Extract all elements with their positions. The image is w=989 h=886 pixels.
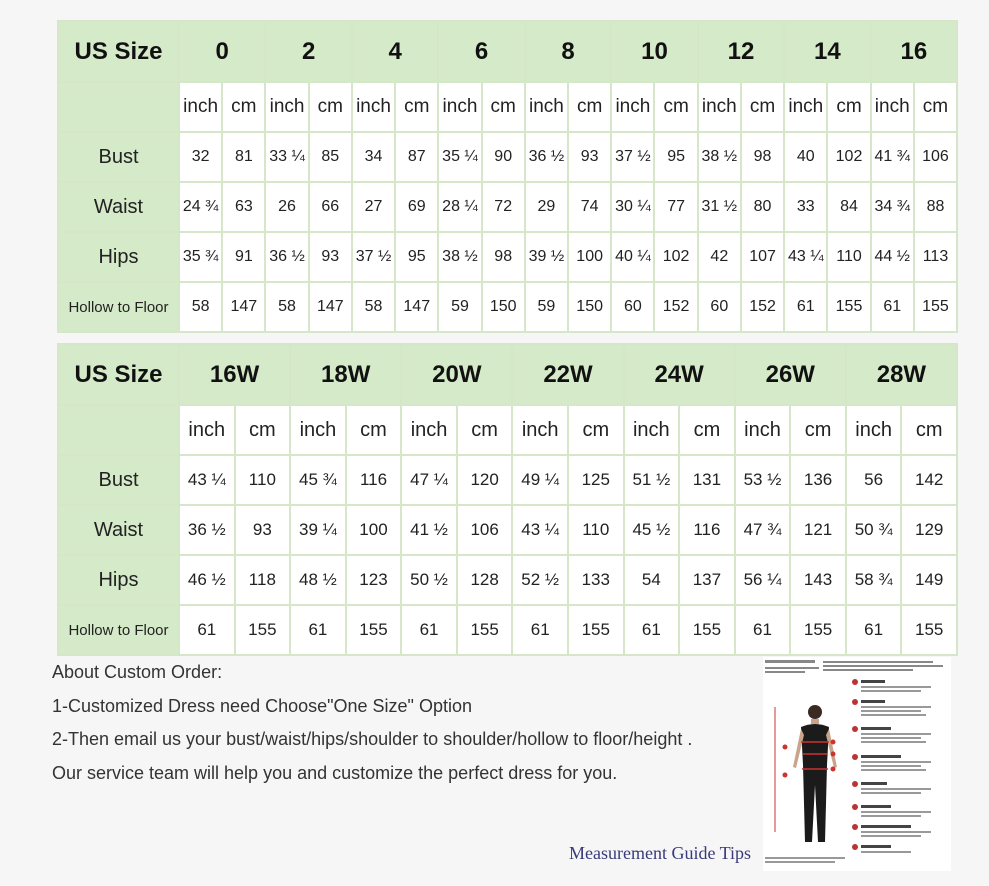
measurement-value: 116 <box>679 505 735 555</box>
measurement-value: 90 <box>482 132 525 182</box>
unit-label: inch <box>179 405 235 455</box>
measurement-value: 100 <box>346 505 402 555</box>
measurement-value: 36 ½ <box>179 505 235 555</box>
notes-line-1: 1-Customized Dress need Choose"One Size" Option <box>52 695 472 716</box>
measurement-value: 56 <box>846 455 902 505</box>
unit-label: cm <box>568 405 624 455</box>
measurement-value: 137 <box>679 555 735 605</box>
measurement-value: 36 ½ <box>265 232 308 282</box>
measurement-value: 39 ¼ <box>290 505 346 555</box>
measurement-value: 152 <box>654 282 697 332</box>
measurement-value: 107 <box>741 232 784 282</box>
measurement-value: 48 ½ <box>290 555 346 605</box>
size-header: 14 <box>784 21 870 82</box>
unit-label: inch <box>871 82 914 132</box>
unit-label: cm <box>901 405 957 455</box>
measurement-value: 80 <box>741 182 784 232</box>
unit-label: cm <box>827 82 870 132</box>
measurement-label: Hips <box>58 555 179 605</box>
size-header: 20W <box>401 344 512 405</box>
measurement-value: 155 <box>346 605 402 655</box>
size-header-label: US Size <box>58 344 179 405</box>
measurement-value: 155 <box>790 605 846 655</box>
unit-label: cm <box>654 82 697 132</box>
measurement-value: 51 ½ <box>624 455 680 505</box>
measurement-value: 60 <box>611 282 654 332</box>
measurement-value: 37 ½ <box>352 232 395 282</box>
measurement-value: 133 <box>568 555 624 605</box>
measurement-value: 98 <box>482 232 525 282</box>
measurement-value: 34 <box>352 132 395 182</box>
measurement-label: Hips <box>58 232 179 282</box>
measurement-value: 110 <box>235 455 291 505</box>
measurement-value: 58 <box>352 282 395 332</box>
measurement-value: 149 <box>901 555 957 605</box>
measurement-value: 155 <box>827 282 870 332</box>
measurement-value: 155 <box>901 605 957 655</box>
measurement-row <box>58 555 957 605</box>
unit-label: cm <box>679 405 735 455</box>
unit-label: inch <box>290 405 346 455</box>
size-header: 0 <box>179 21 265 82</box>
measurement-value: 47 ¾ <box>735 505 791 555</box>
measurement-value: 152 <box>741 282 784 332</box>
unit-label: inch <box>735 405 791 455</box>
measurement-value: 123 <box>346 555 402 605</box>
measurement-value: 110 <box>827 232 870 282</box>
measurement-value: 95 <box>654 132 697 182</box>
measurement-value: 58 <box>179 282 222 332</box>
measurement-value: 93 <box>309 232 352 282</box>
measurement-value: 35 ¾ <box>179 232 222 282</box>
measurement-row <box>58 132 957 182</box>
measurement-value: 43 ¼ <box>512 505 568 555</box>
measurement-value: 26 <box>265 182 308 232</box>
measurement-row <box>58 605 957 655</box>
size-header: 6 <box>438 21 524 82</box>
measurement-value: 38 ½ <box>698 132 741 182</box>
measurement-value: 106 <box>457 505 513 555</box>
measurement-value: 61 <box>871 282 914 332</box>
measurement-value: 85 <box>309 132 352 182</box>
unit-label: cm <box>741 82 784 132</box>
measurement-label: Waist <box>58 182 179 232</box>
unit-label: inch <box>401 405 457 455</box>
size-header: 28W <box>846 344 957 405</box>
measurement-value: 40 <box>784 132 827 182</box>
measurement-row <box>58 182 957 232</box>
unit-label: inch <box>512 405 568 455</box>
unit-label: cm <box>395 82 438 132</box>
measurement-row <box>58 505 957 555</box>
measurement-value: 38 ½ <box>438 232 481 282</box>
measurement-value: 44 ½ <box>871 232 914 282</box>
unit-label: inch <box>525 82 568 132</box>
unit-label: cm <box>222 82 265 132</box>
notes-line-2: 2-Then email us your bust/waist/hips/shoulder to shoulder/hollow to floor/height . <box>52 729 693 749</box>
measurement-value: 100 <box>568 232 611 282</box>
measurement-value: 28 ¼ <box>438 182 481 232</box>
size-header-label: US Size <box>58 21 179 82</box>
measurement-value: 56 ¼ <box>735 555 791 605</box>
unit-label: inch <box>611 82 654 132</box>
measurement-value: 155 <box>914 282 957 332</box>
measurement-value: 147 <box>309 282 352 332</box>
measurement-value: 45 ¾ <box>290 455 346 505</box>
measurement-value: 110 <box>568 505 624 555</box>
measurement-row <box>58 282 957 332</box>
measurement-value: 81 <box>222 132 265 182</box>
size-header: 12 <box>698 21 784 82</box>
measurement-value: 118 <box>235 555 291 605</box>
measurement-row <box>58 455 957 505</box>
measurement-value: 61 <box>179 605 235 655</box>
measurement-value: 106 <box>914 132 957 182</box>
measurement-value: 33 ¼ <box>265 132 308 182</box>
measurement-value: 116 <box>346 455 402 505</box>
measurement-value: 84 <box>827 182 870 232</box>
unit-label: inch <box>352 82 395 132</box>
measurement-value: 72 <box>482 182 525 232</box>
measurement-value: 61 <box>735 605 791 655</box>
measurement-value: 150 <box>568 282 611 332</box>
measurement-value: 39 ½ <box>525 232 568 282</box>
measurement-value: 61 <box>401 605 457 655</box>
size-header: 24W <box>624 344 735 405</box>
measurement-value: 33 <box>784 182 827 232</box>
measurement-value: 120 <box>457 455 513 505</box>
measurement-value: 95 <box>395 232 438 282</box>
size-header: 18W <box>290 344 401 405</box>
measurement-value: 147 <box>222 282 265 332</box>
measurement-value: 150 <box>482 282 525 332</box>
size-header: 16 <box>871 21 957 82</box>
unit-label: cm <box>309 82 352 132</box>
measurement-value: 27 <box>352 182 395 232</box>
measurement-value: 61 <box>624 605 680 655</box>
measurement-value: 41 ¾ <box>871 132 914 182</box>
measurement-value: 46 ½ <box>179 555 235 605</box>
measurement-value: 32 <box>179 132 222 182</box>
measurement-value: 113 <box>914 232 957 282</box>
measurement-value: 129 <box>901 505 957 555</box>
measurement-value: 49 ¼ <box>512 455 568 505</box>
unit-label: inch <box>698 82 741 132</box>
unit-label: inch <box>179 82 222 132</box>
unit-label: cm <box>568 82 611 132</box>
measurement-value: 61 <box>512 605 568 655</box>
measurement-value: 61 <box>784 282 827 332</box>
body-figure-icon <box>763 657 951 871</box>
measurement-value: 31 ½ <box>698 182 741 232</box>
measurement-value: 34 ¾ <box>871 182 914 232</box>
measurement-value: 61 <box>846 605 902 655</box>
measurement-value: 35 ¼ <box>438 132 481 182</box>
size-header: 4 <box>352 21 438 82</box>
measurement-value: 155 <box>457 605 513 655</box>
measurement-value: 52 ½ <box>512 555 568 605</box>
measurement-value: 59 <box>438 282 481 332</box>
notes-line-3: Our service team will help you and customize the perfect dress for you. <box>52 762 618 783</box>
measurement-value: 98 <box>741 132 784 182</box>
measurement-value: 125 <box>568 455 624 505</box>
measurement-value: 142 <box>901 455 957 505</box>
unit-label: cm <box>457 405 513 455</box>
units-corner <box>58 82 179 132</box>
measurement-label: Hollow to Floor <box>58 282 179 332</box>
measurement-value: 74 <box>568 182 611 232</box>
size-header: 2 <box>265 21 351 82</box>
measurement-value: 128 <box>457 555 513 605</box>
units-corner <box>58 405 179 455</box>
measurement-guide-caption: Measurement Guide Tips <box>569 843 751 863</box>
measurement-value: 42 <box>698 232 741 282</box>
measurement-value: 102 <box>827 132 870 182</box>
unit-label: inch <box>624 405 680 455</box>
measurement-value: 61 <box>290 605 346 655</box>
measurement-value: 155 <box>568 605 624 655</box>
measurement-label: Bust <box>58 132 179 182</box>
measurement-value: 147 <box>395 282 438 332</box>
measurement-value: 43 ¼ <box>784 232 827 282</box>
measurement-value: 53 ½ <box>735 455 791 505</box>
unit-label: inch <box>438 82 481 132</box>
measurement-label: Waist <box>58 505 179 555</box>
custom-order-notes <box>52 656 692 790</box>
measurement-value: 77 <box>654 182 697 232</box>
measurement-value: 87 <box>395 132 438 182</box>
unit-label: cm <box>235 405 291 455</box>
size-header: 26W <box>735 344 846 405</box>
measurement-value: 121 <box>790 505 846 555</box>
measurement-row <box>58 232 957 282</box>
unit-label: inch <box>265 82 308 132</box>
measurement-value: 155 <box>679 605 735 655</box>
measurement-value: 66 <box>309 182 352 232</box>
measurement-value: 29 <box>525 182 568 232</box>
measurement-value: 30 ¼ <box>611 182 654 232</box>
unit-label: cm <box>482 82 525 132</box>
measurement-value: 93 <box>568 132 611 182</box>
size-header: 22W <box>512 344 623 405</box>
measurement-value: 93 <box>235 505 291 555</box>
measurement-value: 50 ¾ <box>846 505 902 555</box>
measurement-value: 58 <box>265 282 308 332</box>
measurement-label: Bust <box>58 455 179 505</box>
size-header: 16W <box>179 344 290 405</box>
measurement-value: 24 ¾ <box>179 182 222 232</box>
notes-title: About Custom Order: <box>52 662 223 682</box>
measurement-value: 45 ½ <box>624 505 680 555</box>
unit-label: cm <box>346 405 402 455</box>
measurement-value: 47 ¼ <box>401 455 457 505</box>
measurement-value: 36 ½ <box>525 132 568 182</box>
measurement-value: 136 <box>790 455 846 505</box>
size-chart-plus <box>57 343 958 656</box>
unit-label: cm <box>914 82 957 132</box>
measurement-value: 41 ½ <box>401 505 457 555</box>
measurement-value: 40 ¼ <box>611 232 654 282</box>
unit-label: inch <box>784 82 827 132</box>
unit-label: inch <box>846 405 902 455</box>
measurement-value: 58 ¾ <box>846 555 902 605</box>
measurement-value: 63 <box>222 182 265 232</box>
size-chart-standard <box>57 20 958 333</box>
size-header: 8 <box>525 21 611 82</box>
measurement-value: 54 <box>624 555 680 605</box>
measurement-value: 50 ½ <box>401 555 457 605</box>
measurement-value: 102 <box>654 232 697 282</box>
size-header: 10 <box>611 21 697 82</box>
measurement-value: 88 <box>914 182 957 232</box>
measurement-value: 43 ¼ <box>179 455 235 505</box>
measurement-value: 155 <box>235 605 291 655</box>
measurement-value: 37 ½ <box>611 132 654 182</box>
measurement-value: 143 <box>790 555 846 605</box>
measurement-label: Hollow to Floor <box>58 605 179 655</box>
measurement-value: 131 <box>679 455 735 505</box>
measurement-value: 60 <box>698 282 741 332</box>
measurement-guide-image <box>763 657 951 871</box>
measurement-value: 59 <box>525 282 568 332</box>
measurement-value: 69 <box>395 182 438 232</box>
measurement-value: 91 <box>222 232 265 282</box>
unit-label: cm <box>790 405 846 455</box>
